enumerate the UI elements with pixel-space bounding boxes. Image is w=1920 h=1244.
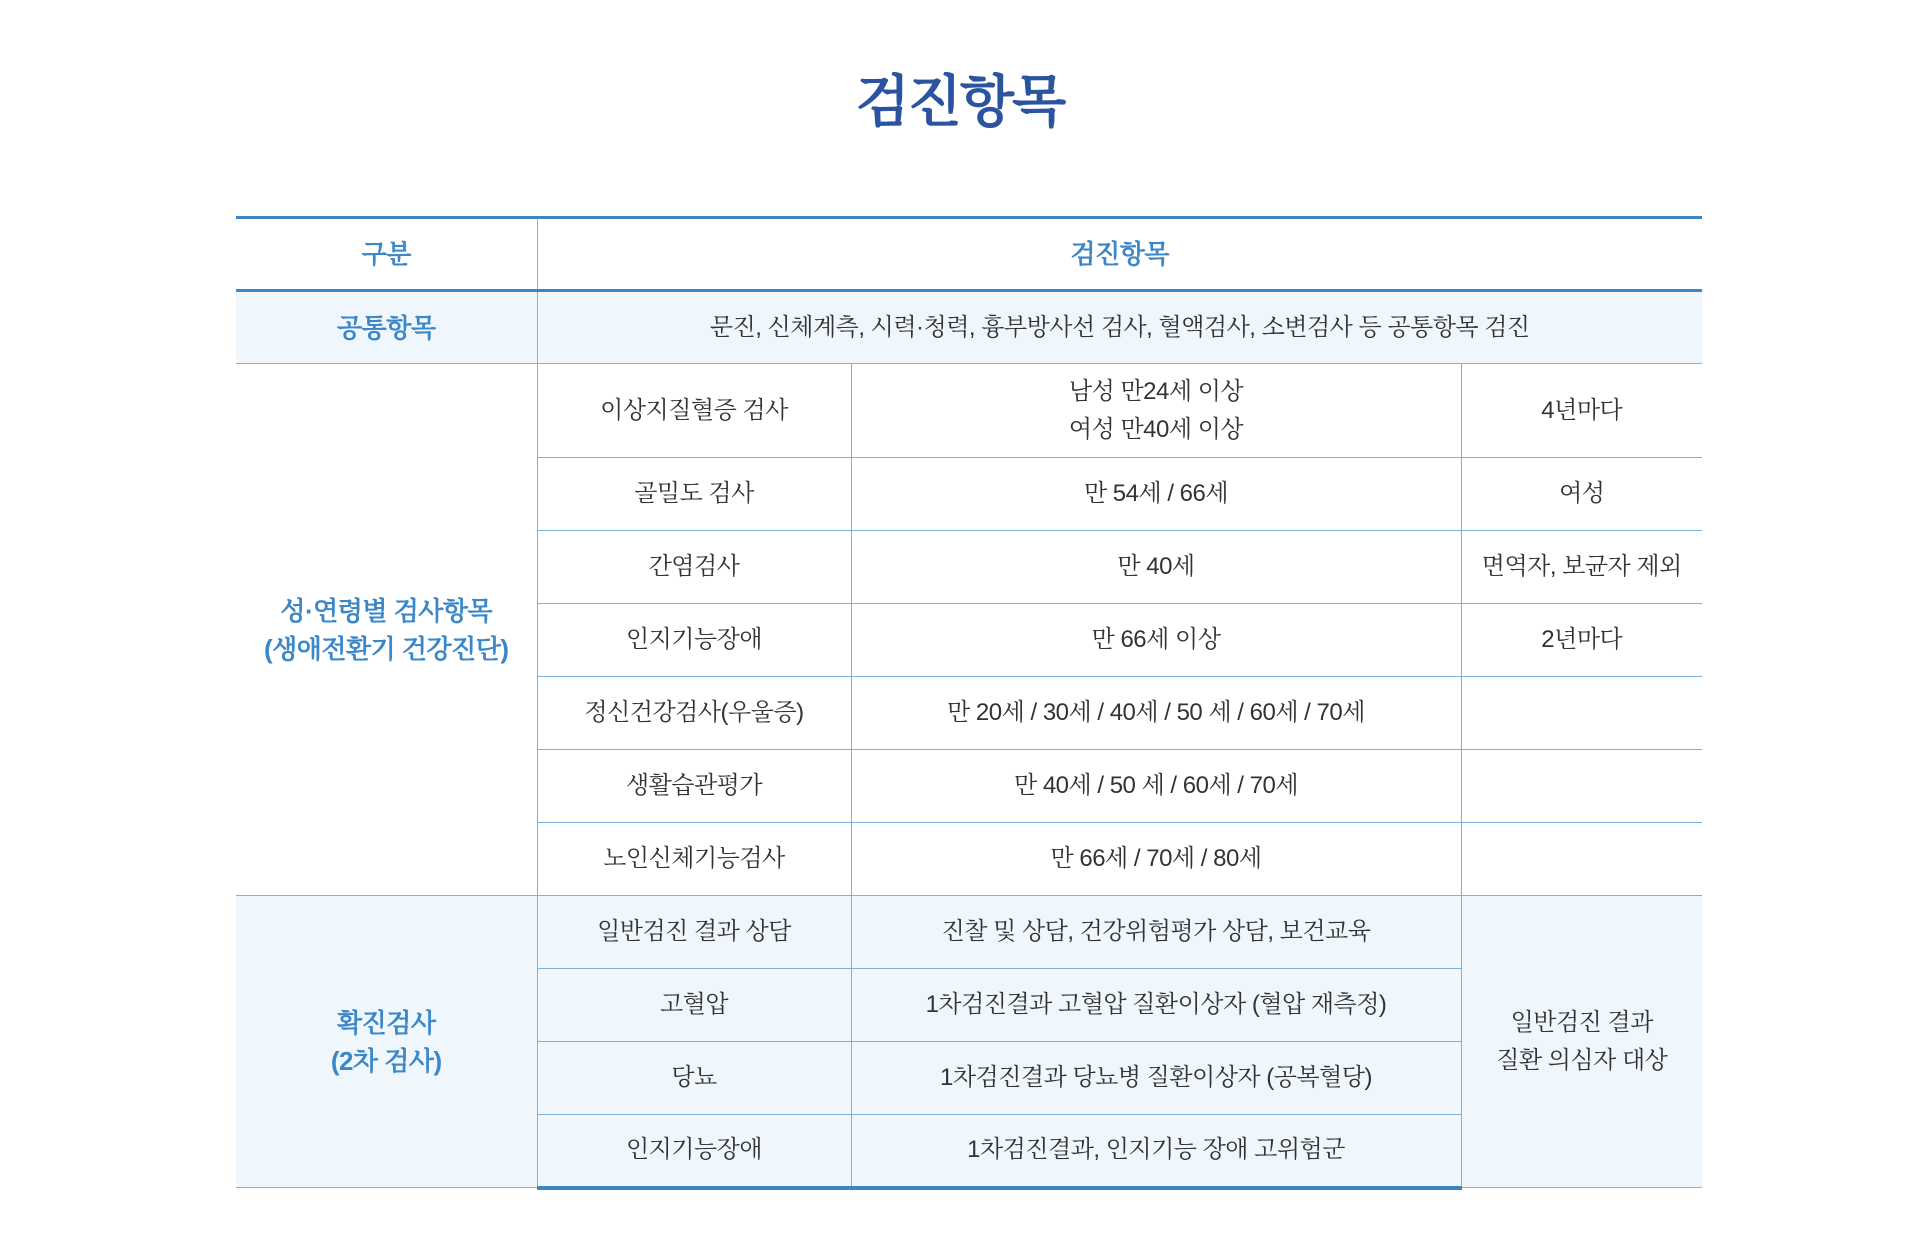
header-items: 검진항목 (537, 218, 1702, 291)
test-note: 2년마다 (1461, 604, 1702, 677)
test-name: 고혈압 (537, 969, 851, 1042)
test-target: 만 54세 / 66세 (851, 458, 1461, 531)
test-name: 정신건강검사(우울증) (537, 677, 851, 750)
test-name: 이상지질혈증 검사 (537, 364, 851, 458)
test-target: 만 66세 이상 (851, 604, 1461, 677)
test-name: 생활습관평가 (537, 750, 851, 823)
confirm-label (236, 896, 537, 1188)
test-note (1461, 823, 1702, 896)
test-target (851, 364, 1461, 458)
confirm-label-line1: 확진검사 (337, 1007, 436, 1038)
test-target: 1차검진결과, 인지기능 장애 고위험군 (851, 1115, 1461, 1188)
test-name: 노인신체기능검사 (537, 823, 851, 896)
test-name: 간염검사 (537, 531, 851, 604)
common-text: 문진, 신체계측, 시력·청력, 흉부방사선 검사, 혈액검사, 소변검사 등 공통항목 검진 (537, 291, 1702, 364)
table-row (236, 364, 1702, 458)
common-row (236, 291, 1702, 364)
checkup-items-table (236, 216, 1702, 1190)
test-name: 인지기능장애 (537, 1115, 851, 1188)
test-name: 일반검진 결과 상담 (537, 896, 851, 969)
test-name: 당뇨 (537, 1042, 851, 1115)
confirm-note-line1: 일반검진 결과 (1510, 1008, 1653, 1036)
test-note: 4년마다 (1461, 364, 1702, 458)
common-label: 공통항목 (236, 291, 537, 364)
confirm-note (1461, 896, 1702, 1188)
test-target: 만 40세 / 50 세 / 60세 / 70세 (851, 750, 1461, 823)
confirm-label-line2: (2차 검사) (330, 1045, 442, 1076)
test-note: 여성 (1461, 458, 1702, 531)
test-target: 진찰 및 상담, 건강위험평가 상담, 보건교육 (851, 896, 1461, 969)
test-note: 면역자, 보균자 제외 (1461, 531, 1702, 604)
age-group-label-line1: 성·연령별 검사항목 (280, 595, 493, 626)
page-title: 검진항목 (855, 70, 1065, 133)
test-target: 만 66세 / 70세 / 80세 (851, 823, 1461, 896)
test-target: 1차검진결과 고혈압 질환이상자 (혈압 재측정) (851, 969, 1461, 1042)
test-name: 골밀도 검사 (537, 458, 851, 531)
age-group-label (236, 364, 537, 896)
confirm-note-line2: 질환 의심자 대상 (1496, 1046, 1668, 1074)
table-row (236, 896, 1702, 969)
target-line1: 남성 만24세 이상 (1068, 377, 1244, 405)
test-note (1461, 677, 1702, 750)
header-category: 구분 (236, 218, 537, 291)
test-target: 1차검진결과 당뇨병 질환이상자 (공복혈당) (851, 1042, 1461, 1115)
test-target: 만 20세 / 30세 / 40세 / 50 세 / 60세 / 70세 (851, 677, 1461, 750)
age-group-label-line2: (생애전환기 건강진단) (263, 633, 509, 664)
table-header-row (236, 218, 1702, 291)
test-note (1461, 750, 1702, 823)
test-name: 인지기능장애 (537, 604, 851, 677)
test-target: 만 40세 (851, 531, 1461, 604)
target-line2: 여성 만40세 이상 (1068, 415, 1244, 443)
